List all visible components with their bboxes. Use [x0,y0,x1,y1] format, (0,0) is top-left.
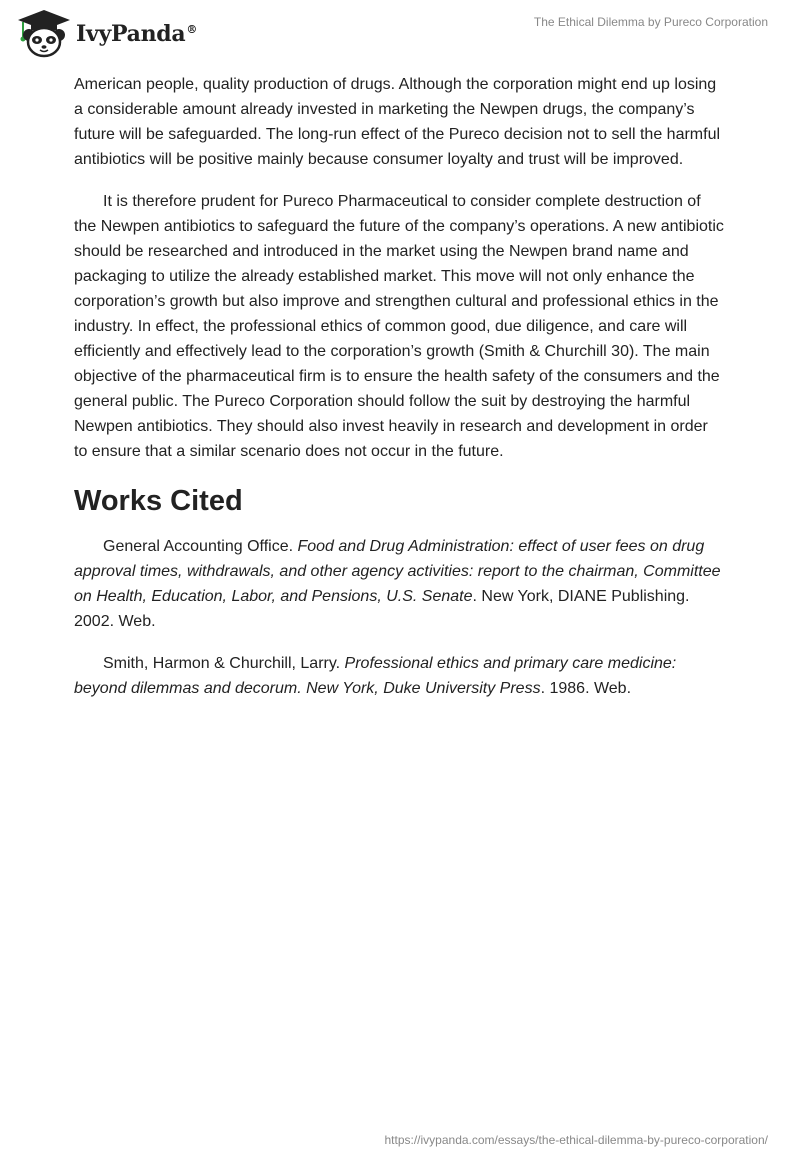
citation-2-author: Smith, Harmon & Churchill, Larry. [103,655,345,672]
citation-2-publication: . 1986. Web. [540,680,632,697]
body-paragraph-2: It is therefore prudent for Pureco Pharmaceutical to consider complete destruction of the Newpen antibiotics to safeguard the future of the company’s operations. A new antibiotic should be researched and introduced in the market using the Newpen brand name and packaging to utilize the already established market. This move will not only enhance the corporation’s growth but also improve and strengthen cultural and professional ethics in the industry. In effect, the professional ethics of common good, due diligence, and care will efficiently and effectively lead to the corporation’s growth (Smith & Churchill 30). The main objective of the pharmaceutical firm is to ensure the health safety of the consumers and the general public. The Pureco Corporation should follow the suit by destroying the harmful Newpen antibiotics. They should also invest heavily in research and development in order to ensure that a similar scenario does not occur in the future. [74,193,724,460]
citation-1-publication: . New York, DIANE Publishing. 2002. Web. [74,588,690,630]
registered-mark: ® [186,22,198,36]
citation-1-author: General Accounting Office. [103,538,298,555]
panda-graduate-icon [14,8,74,58]
works-cited-heading: Works Cited [74,485,243,517]
citation-2 [74,651,724,701]
essay-content [74,72,724,718]
citation-1 [74,534,724,634]
body-paragraph-1: American people, quality production of drugs. Although the corporation might end up losing a considerable amount already invested in marketing the Newpen drugs, the company’s future will be safeguarded. The long-run effect of the Pureco decision not to sell the harmful antibiotics will be positive mainly because consumer loyalty and trust will be improved. [74,76,721,168]
ivypanda-logo[interactable] [14,8,197,58]
page-header [0,0,800,70]
citation-2-title: Professional ethics and primary care medicine: beyond dilemmas and decorum. New York, Duke University Press [74,655,677,697]
document-title: The Ethical Dilemma by Pureco Corporation [533,15,768,29]
source-url-link[interactable]: https://ivypanda.com/essays/the-ethical-dilemma-by-pureco-corporation/ [384,1133,768,1147]
citation-1-title: Food and Drug Administration: effect of user fees on drug approval times, withdrawals, and other agency activities: report to the chairman, Committee on Health, Education, Labor, and Pensions, U.S. Senate [74,538,721,605]
logo-wordmark: IvyPanda® [76,21,198,47]
